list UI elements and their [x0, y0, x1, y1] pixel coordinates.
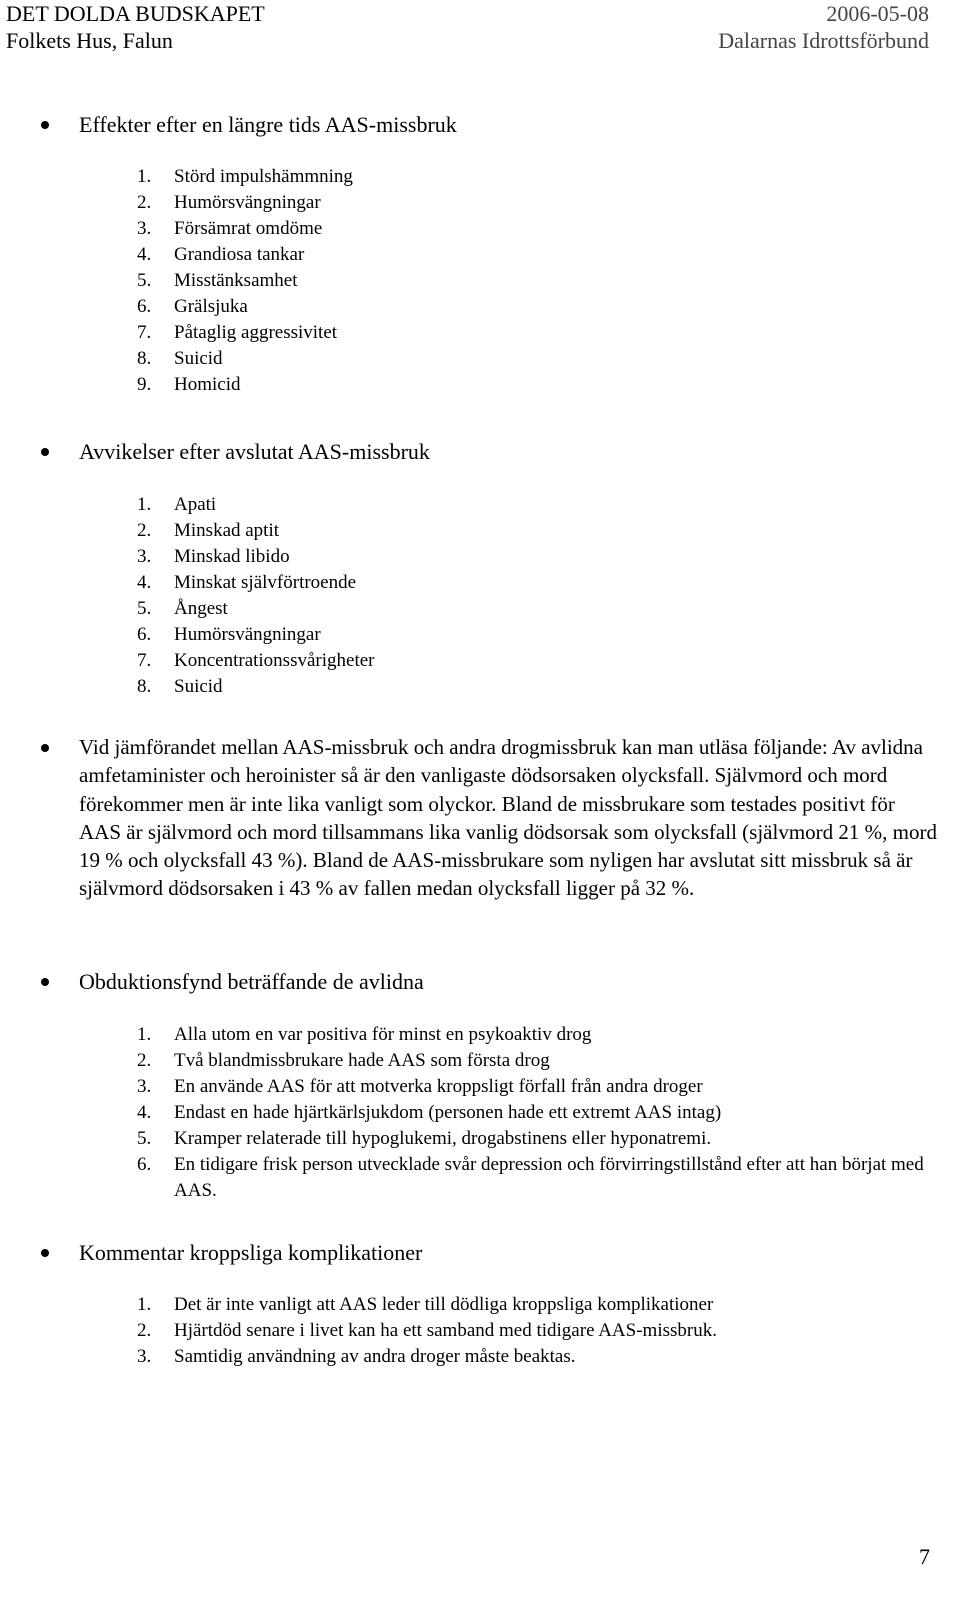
list-item: 4. Grandiosa tankar — [137, 244, 305, 265]
list-item: 5. Ångest — [137, 598, 228, 619]
list-item: 1. Det är inte vanligt att AAS leder till dödliga kroppsliga komplikationer — [137, 1294, 714, 1315]
bullet-icon — [41, 744, 49, 752]
list-item: 2. Minskad aptit — [137, 520, 280, 541]
section-heading: Obduktionsfynd beträffande de avlidna — [79, 969, 424, 994]
list-item: 2. Humörsvängningar — [137, 192, 321, 213]
list-item: 3. Samtidig användning av andra droger måste beaktas. — [137, 1346, 576, 1367]
numbered-list — [0, 1292, 960, 1370]
list-item: 9. Homicid — [137, 374, 241, 395]
bullet-icon — [41, 1249, 49, 1257]
bullet-heading — [0, 967, 960, 997]
document-date: 2006-05-08 — [826, 1, 929, 26]
list-item: 6. Humörsvängningar — [137, 624, 321, 645]
list-item: 1. Alla utom en var positiva för minst en psykoaktiv drog — [137, 1024, 592, 1045]
list-item: 1. Apati — [137, 494, 217, 515]
numbered-list — [0, 492, 960, 700]
list-item: 5. Misstänksamhet — [137, 270, 298, 291]
list-item: 8. Suicid — [137, 348, 223, 369]
list-item: 4. Endast en hade hjärtkärlsjukdom (personen hade ett extremt AAS intag) — [137, 1102, 722, 1123]
list-item: 6. Grälsjuka — [137, 296, 248, 317]
section-heading: Avvikelser efter avslutat AAS-missbruk — [79, 439, 430, 464]
section-heading: Effekter efter en längre tids AAS-missbruk — [79, 112, 457, 137]
list-item: 5. Kramper relaterade till hypoglukemi, drogabstinens eller hyponatremi. — [137, 1128, 712, 1149]
section-autopsy — [0, 967, 960, 1201]
list-item: 8. Suicid — [137, 676, 223, 697]
venue-label: Folkets Hus, Falun — [6, 28, 173, 53]
list-item: 7. Koncentrationssvårigheter — [137, 650, 375, 671]
section-deviations — [0, 437, 960, 697]
document-title: DET DOLDA BUDSKAPET — [6, 1, 265, 26]
list-item: 3. En använde AAS för att motverka kroppsligt förfall från andra droger — [137, 1076, 703, 1097]
section-heading: Kommentar kroppsliga komplikationer — [79, 1240, 423, 1265]
list-item: 7. Påtaglig aggressivitet — [137, 322, 338, 343]
section-effects — [0, 110, 960, 395]
section-comments — [0, 1238, 960, 1367]
list-item: 3. Minskad libido — [137, 546, 290, 567]
bullet-icon — [41, 121, 49, 129]
page-number: 7 — [919, 1544, 930, 1569]
bullet-icon — [41, 448, 49, 456]
list-item: 1. Störd impulshämmning — [137, 166, 353, 187]
page-header — [0, 0, 960, 70]
list-item: 2. Två blandmissbrukare hade AAS som första drog — [137, 1050, 550, 1071]
list-item: 3. Försämrat omdöme — [137, 218, 323, 239]
list-item: 6. En tidigare frisk person utvecklade svår depression och förvirringstillstånd efter att han börjat med AAS. — [137, 1154, 924, 1201]
bullet-heading — [0, 110, 960, 140]
numbered-list — [0, 164, 960, 398]
organization-label: Dalarnas Idrottsförbund — [718, 28, 929, 53]
list-item: 4. Minskat självförtroende — [137, 572, 357, 593]
bullet-icon — [41, 978, 49, 986]
bullet-heading — [0, 437, 960, 467]
list-item: 2. Hjärtdöd senare i livet kan ha ett samband med tidigare AAS-missbruk. — [137, 1320, 717, 1341]
numbered-list — [0, 1022, 960, 1204]
comparison-paragraph: Vid jämförandet mellan AAS-missbruk och andra drogmissbruk kan man utläsa följande: Av avlidna amfetaminister och heroinister så är den vanligaste dödsorsaken olycksfall. Självmord och mord förekommer men är inte lika vanligt som olyckor. Bland de missbrukare som testades positivt för AAS är självmord och mord tillsammans lika vanlig dödsorsak som olycksfall (självmord 21 %, mord 19 % och olycksfall 43 %). Bland de AAS-missbrukare som nyligen har avslutat sitt missbruk så är självmord dödsorsaken i 43 % av fallen medan olycksfall ligger på 32 %. — [79, 735, 937, 901]
bullet-heading — [0, 1238, 960, 1268]
